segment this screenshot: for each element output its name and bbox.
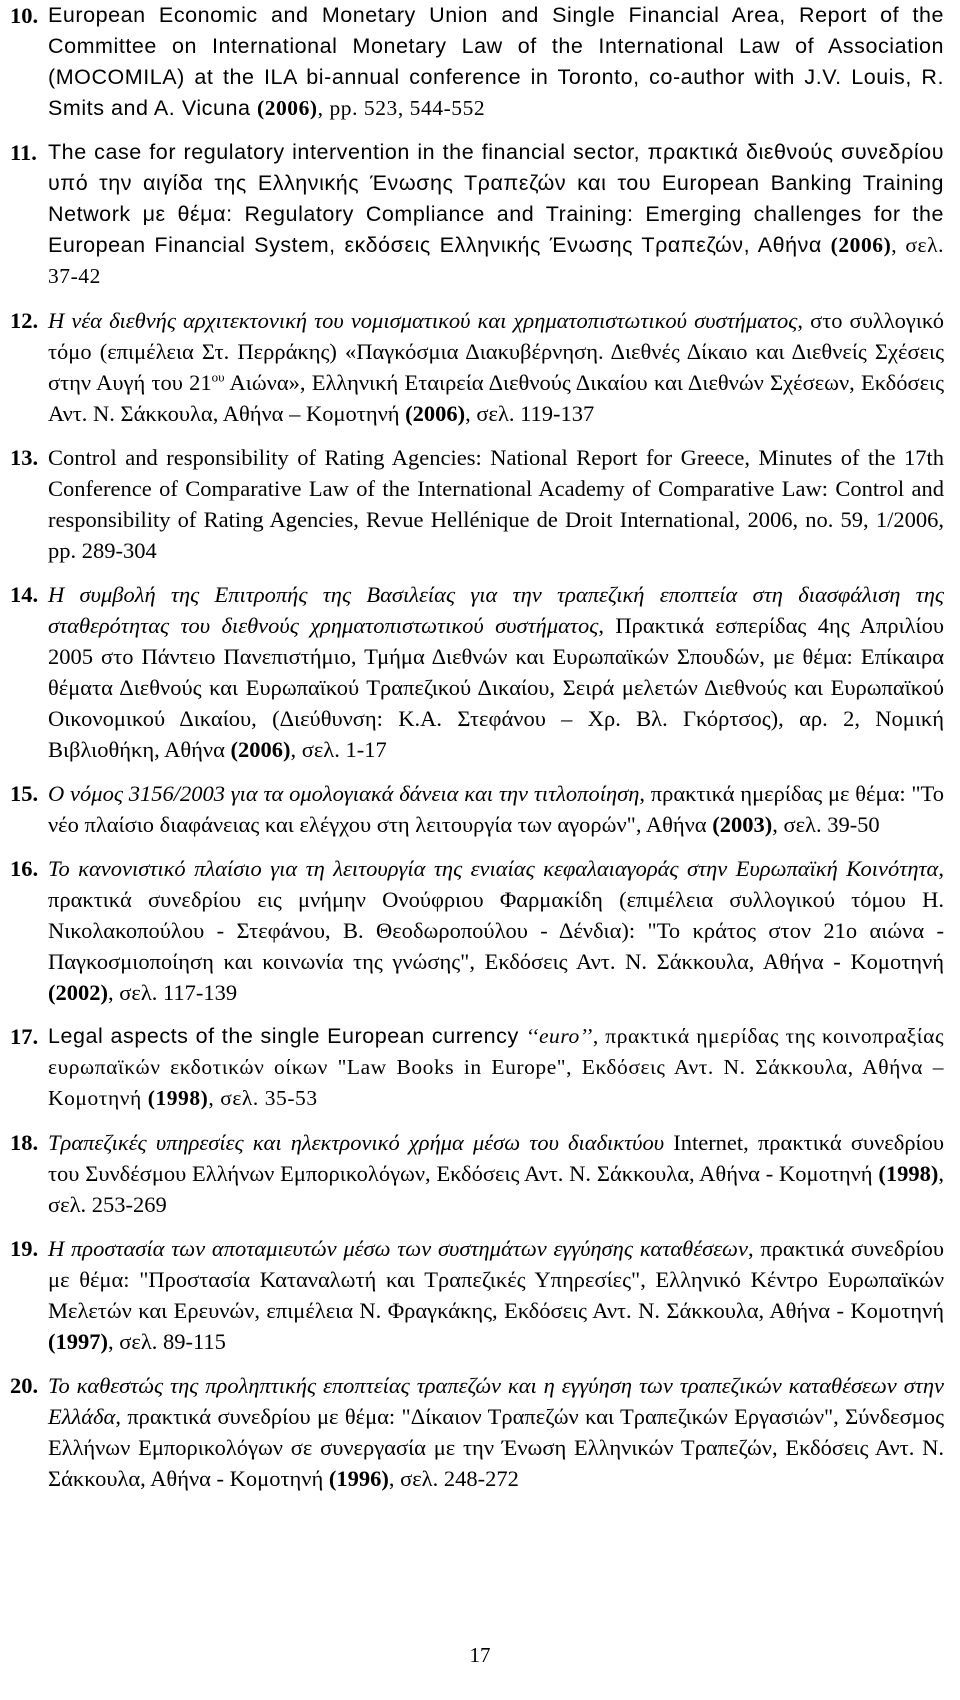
entry-title: Η νέα διεθνής αρχιτεκτονική του νομισματικού και χρηματοπιστωτικού συστήματος [48, 308, 798, 333]
entry-text: Η προστασία των αποταμιευτών μέσω των συστημάτων εγγύησης καταθέσεων, πρακτικά συνεδρίου με θέμα: "Προστασία Καταναλωτή και Τραπεζικές Υπηρεσίες", Ελληνικό Κέντρο Ευρωπαϊκών Μελετών και Ερευνών, επιμέλεια Ν. Φραγκάκης, Εκδόσεις Αντ. Ν. Σάκκουλα, Αθήνα - Κομοτηνή (1997), σελ. 89-115 [48, 1236, 944, 1354]
entry-number: 19. [10, 1236, 39, 1261]
publication-entry [10, 1127, 944, 1220]
entry-text: Το κανονιστικό πλαίσιο για τη λειτουργία της ενιαίας κεφαλαιαγοράς στην Ευρωπαϊκή Κοινότητα, πρακτικά συνεδρίου εις μνήμην Ονούφριου Φαρμακίδη (επιμέλεια συλλογικού τόμου Η. Νικολακοπούλου - Στεφάνου, Β. Θεοδωροπούλου - Δένδια): "Το κράτος στον 21ο αιώνα - Παγκοσμιοποίηση και κοινωνία της γνώσης", Εκδόσεις Αντ. Ν. Σάκκουλα, Αθήνα - Κομοτηνή (2002), σελ. 117-139 [48, 856, 944, 1005]
entry-text: The case for regulatory intervention in the financial sector, πρακτικά διεθνούς συνεδρίου υπό την αιγίδα της Ελληνικής Ένωσης Τραπεζών και του European Banking Training Network με θέμα: Regulatory Compliance and Training: Emerging challenges for the European Financial System, εκδόσεις Ελληνικής Ένωσης Τραπεζών, Αθήνα (2006), σελ. 37-42 [48, 140, 944, 288]
entry-number: 13. [10, 445, 39, 470]
publication-entry [10, 305, 944, 429]
publication-entry [10, 853, 944, 1008]
entry-title: Η συμβολή της Επιτροπής της Βασιλείας για την τραπεζική εποπτεία στη διασφάλιση της σταθερότητας του διεθνούς χρηματοπιστωτικού συστήματος [48, 582, 944, 638]
entry-title: Το κανονιστικό πλαίσιο για τη λειτουργία της ενιαίας κεφαλαιαγοράς στην Ευρωπαϊκή Κοινότητα [48, 856, 939, 881]
entry-title: Η προστασία των αποταμιευτών μέσω των συστημάτων εγγύησης καταθέσεων [48, 1236, 748, 1261]
entry-number: 10. [10, 3, 39, 28]
entry-title: Το καθεστώς της προληπτικής εποπτείας τραπεζών και η εγγύηση των τραπεζικών καταθέσεων στην Ελλάδα [48, 1373, 944, 1429]
publication-entry [10, 778, 944, 840]
entry-title: Τραπεζικές υπηρεσίες και ηλεκτρονικό χρήμα μέσω του διαδικτύου [48, 1130, 665, 1155]
entry-text: Η νέα διεθνής αρχιτεκτονική του νομισματικού και χρηματοπιστωτικού συστήματος, στο συλλογικό τόμο (επιμέλεια Στ. Περράκης) «Παγκόσμια Διακυβέρνηση. Διεθνές Δίκαιο και Διεθνείς Σχέσεις στην Αυγή του $21^{o\upsilon}$ Αιώνα», Ελληνική Εταιρεία Διεθνούς Δικαίου και Διεθνών Σχέσεων, Εκδόσεις Αντ. Ν. Σάκκουλα, Αθήνα – Κομοτηνή (2006), σελ. 119-137 [48, 308, 944, 426]
publication-entry [10, 442, 944, 566]
entry-number: 12. [10, 308, 39, 333]
entry-number: 15. [10, 781, 39, 806]
publication-entry [10, 137, 944, 292]
publication-entry [10, 1021, 944, 1114]
page-number: 17 [469, 1643, 491, 1667]
entry-text: Ο νόμος 3156/2003 για τα ομολογιακά δάνεια και την τιτλοποίηση, πρακτικά ημερίδας με θέμα: "Το νέο πλαίσιο διαφάνειας και ελέγχου στη λειτουργία των αγορών", Αθήνα (2003), σελ. 39-50 [48, 781, 944, 837]
entry-number: 14. [10, 582, 39, 607]
entry-text: Η συμβολή της Επιτροπής της Βασιλείας για την τραπεζική εποπτεία στη διασφάλιση της σταθερότητας του διεθνούς χρηματοπιστωτικού συστήματος, Πρακτικά εσπερίδας 4ης Απριλίου 2005 στο Πάντειο Πανεπιστήμιο, Τμήμα Διεθνών και Ευρωπαϊκών Σπουδών, με θέμα: Επίκαιρα θέματα Διεθνούς και Ευρωπαϊκού Τραπεζικού Δικαίου, Σειρά μελετών Διεθνούς και Ευρωπαϊκού Οικονομικού Δικαίου, (Διεύθυνση: Κ.Α. Στεφάνου – Χρ. Βλ. Γκόρτσος), αρ. 2, Νομική Βιβλιοθήκη, Αθήνα (2006), σελ. 1-17 [48, 582, 944, 762]
entry-title: Ο νόμος 3156/2003 για τα ομολογιακά δάνεια και την τιτλοποίηση [48, 781, 640, 806]
entry-text: Control and responsibility of Rating Agencies: National Report for Greece, Minutes of the 17th Conference of Comparative Law of the International Academy of Comparative Law: Control and responsibility of Rating Agencies, Revue Hellénique de Droit International, 2006, no. 59, 1/2006, pp. 289-304 [48, 445, 944, 563]
publication-entry [10, 579, 944, 765]
entry-number: 11. [10, 140, 37, 165]
publication-entry [10, 1370, 944, 1494]
publication-entry [10, 0, 944, 124]
entry-text: Legal aspects of the single European currency ‘‘euro’’, πρακτικά ημερίδας της κοινοπραξίας ευρωπαϊκών εκδοτικών οίκων "Law Books in Europe", Εκδόσεις Αντ. Ν. Σάκκουλα, Αθήνα – Κομοτηνή (1998), σελ. 35-53 [48, 1024, 945, 1110]
publication-entry [10, 1233, 944, 1357]
entry-text: Το καθεστώς της προληπτικής εποπτείας τραπεζών και η εγγύηση των τραπεζικών καταθέσεων στην Ελλάδα, πρακτικά συνεδρίου με θέμα: "Δίκαιον Τραπεζών και Τραπεζικών Εργασιών", Σύνδεσμος Ελλήνων Εμπορικολόγων σε συνεργασία με την Ένωση Ελληνικών Τραπεζών, Εκδόσεις Αντ. Ν. Σάκκουλα, Αθήνα - Κομοτηνή (1996), σελ. 248-272 [48, 1373, 944, 1491]
entry-text: European Economic and Monetary Union and Single Financial Area, Report of the Committee on International Monetary Law of the International Law of Association (MOCOMILA) at the ILA bi-annual conference in Toronto, co-author with J.V. Louis, R. Smits and A. Vicuna (2006), pp. 523, 544-552 [48, 3, 944, 120]
entry-text: Τραπεζικές υπηρεσίες και ηλεκτρονικό χρήμα μέσω του διαδικτύου Internet, πρακτικά συνεδρίου του Συνδέσμου Ελλήνων Εμπορικολόγων, Εκδόσεις Αντ. Ν. Σάκκουλα, Αθήνα - Κομοτηνή (1998), σελ. 253-269 [48, 1130, 944, 1217]
entry-number: 17. [10, 1024, 39, 1049]
entry-number: 18. [10, 1130, 39, 1155]
entry-number: 16. [10, 856, 39, 881]
entry-number: 20. [10, 1373, 39, 1398]
